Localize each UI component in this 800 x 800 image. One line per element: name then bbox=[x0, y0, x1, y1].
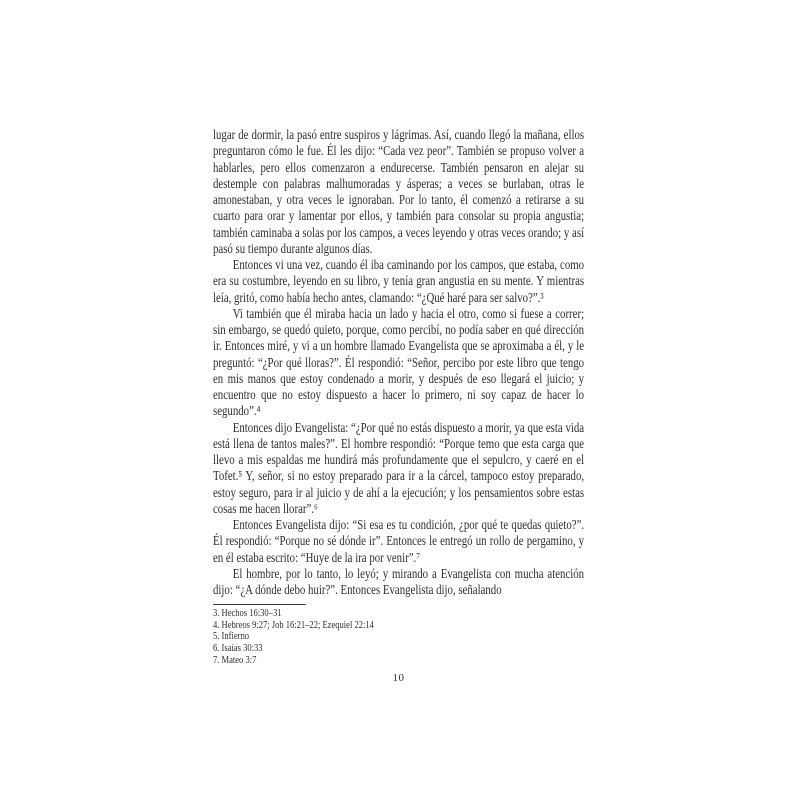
footnote: 7. Mateo 3:7 bbox=[213, 654, 257, 666]
footnote: 6. Isaías 30:33 bbox=[213, 643, 263, 655]
footnotes bbox=[213, 608, 584, 666]
paragraph-continuation: lugar de dormir, la pasó entre suspiros y lágrimas. Así, cuando llegó la mañana, ellos preguntaron cómo le fue. Él les dijo: “Cada vez peor”. También se propuso volver a hablarles, pero ellos comenzaron a endurecerse. También pensaron en alejar su destemple con palabras malhumoradas y ásperas; a veces se burlaban, otras le amonestaban, y otra veces le ignoraban. Por lo tanto, él comenzó a retirarse a su cuarto para orar y lamentar por ellos, y también para consolar su propia angustia; también caminaba a solas por los campos, a veces leyendo y otras veces orando; y así pasó su tiempo durante algunos días. bbox=[213, 127, 585, 256]
footnote: 4. Hebreos 9:27; Job 16:21–22; Ezequiel 22:14 bbox=[213, 619, 374, 631]
footnote-separator bbox=[213, 604, 306, 605]
footnote: 5. Infierno bbox=[213, 631, 250, 643]
paragraph: Entonces dijo Evangelista: “¿Por qué no estás dispuesto a morir, ya que esta vida está llena de tantos males?”. El hombre respondió: “Porque temo que esta carga que llevo a mis espaldas me hundirá más profundamente que el sepulcro, y caeré en el Tofet.⁵ Y, señor, si no estoy preparado para ir a la cárcel, tampoco estoy preparado, estoy seguro, para ir al juicio y de ahí a la ejecución; y los pensamientos sobre estas cosas me hacen llorar”.⁶ bbox=[213, 419, 585, 516]
paragraph: Entonces vi una vez, cuando él iba caminando por los campos, que estaba, como era su costumbre, leyendo en su libro, y tenía gran angustia en su mente. Y mientras leía, gritó, como había hecho antes, clamando: “¿Qué haré para ser salvo?”.³ bbox=[213, 257, 585, 305]
paragraph: El hombre, por lo tanto, lo leyó; y mirando a Evangelista con mucha atención dijo: “¿A dónde debo huir?”. Entonces Evangelista dijo, señalando bbox=[213, 565, 585, 597]
text-block bbox=[213, 127, 584, 666]
paragraph: Vi también que él miraba hacia un lado y hacia el otro, como si fuese a correr; sin embargo, se quedó quieto, porque, como percibí, no podía saber en qué dirección ir. Entonces miré, y vi a un hombre llamado Evangelista que se aproximaba a él, y le preguntó: “¿Por qué lloras?”. Él respondió: “Señor, percibo por este libro que tengo en mis manos que estoy condenado a morir, y después de eso llegará el juicio; y encuentro que no estoy dispuesto a hacer lo primero, ni soy capaz de hacer lo segundo”.⁴ bbox=[213, 305, 585, 419]
paragraph: Entonces Evangelista dijo: “Si esa es tu condición, ¿por qué te quedas quieto?”. Él respondió: “Porque no sé dónde ir”. Entonces le entregó un rollo de pergamino, y en él estaba escrito: “Huye de la ira por venir”.⁷ bbox=[213, 517, 585, 565]
footnote: 3. Hechos 16:30–31 bbox=[213, 608, 282, 620]
page-number: 10 bbox=[392, 672, 405, 684]
